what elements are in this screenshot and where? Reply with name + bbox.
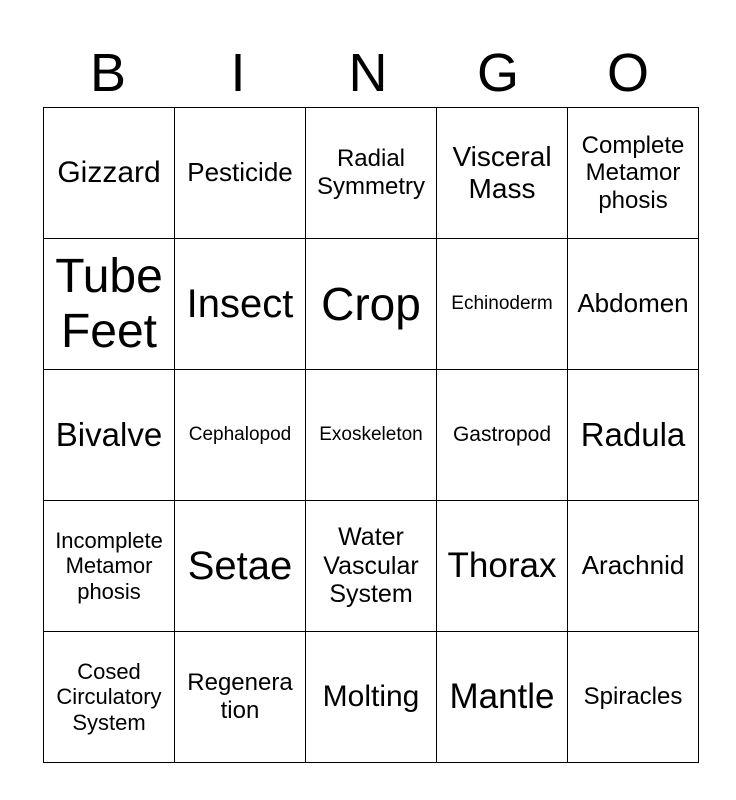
bingo-cell[interactable]: Cosed Circulatory System [44,632,175,763]
bingo-row [44,632,699,763]
bingo-cell[interactable]: Crop [306,239,437,370]
bingo-row [44,501,699,632]
bingo-cell[interactable]: Exoskeleton [306,370,437,501]
bingo-cell[interactable]: Regenera tion [175,632,306,763]
bingo-row [44,239,699,370]
bingo-cell[interactable]: Visceral Mass [437,108,568,239]
bingo-cell[interactable]: Insect [175,239,306,370]
bingo-cell[interactable]: Incomplete Metamor phosis [44,501,175,632]
bingo-header [43,40,693,106]
bingo-cell[interactable]: Echinoderm [437,239,568,370]
bingo-cell[interactable]: Radial Symmetry [306,108,437,239]
bingo-cell[interactable]: Gastropod [437,370,568,501]
bingo-cell[interactable]: Complete Metamor phosis [568,108,699,239]
bingo-cell[interactable]: Thorax [437,501,568,632]
bingo-cell[interactable]: Molting [306,632,437,763]
bingo-card [43,107,699,763]
bingo-cell[interactable]: Mantle [437,632,568,763]
bingo-cell[interactable]: Bivalve [44,370,175,501]
bingo-cell[interactable]: Gizzard [44,108,175,239]
header-letter-o: O [606,43,649,103]
header-letter-n: N [348,43,388,103]
bingo-row [44,108,699,239]
header-letter-g: G [476,43,519,103]
bingo-cell[interactable]: Radula [568,370,699,501]
bingo-cell[interactable]: Setae [175,501,306,632]
bingo-cell[interactable]: Spiracles [568,632,699,763]
bingo-cell[interactable]: Water Vascular System [306,501,437,632]
bingo-row [44,370,699,501]
bingo-cell[interactable]: Tube Feet [44,239,175,370]
bingo-cell[interactable]: Arachnid [568,501,699,632]
bingo-cell[interactable]: Cephalopod [175,370,306,501]
bingo-cell[interactable]: Pesticide [175,108,306,239]
header-letter-i: I [230,43,246,103]
header-letter-b: B [89,43,127,103]
bingo-cell[interactable]: Abdomen [568,239,699,370]
